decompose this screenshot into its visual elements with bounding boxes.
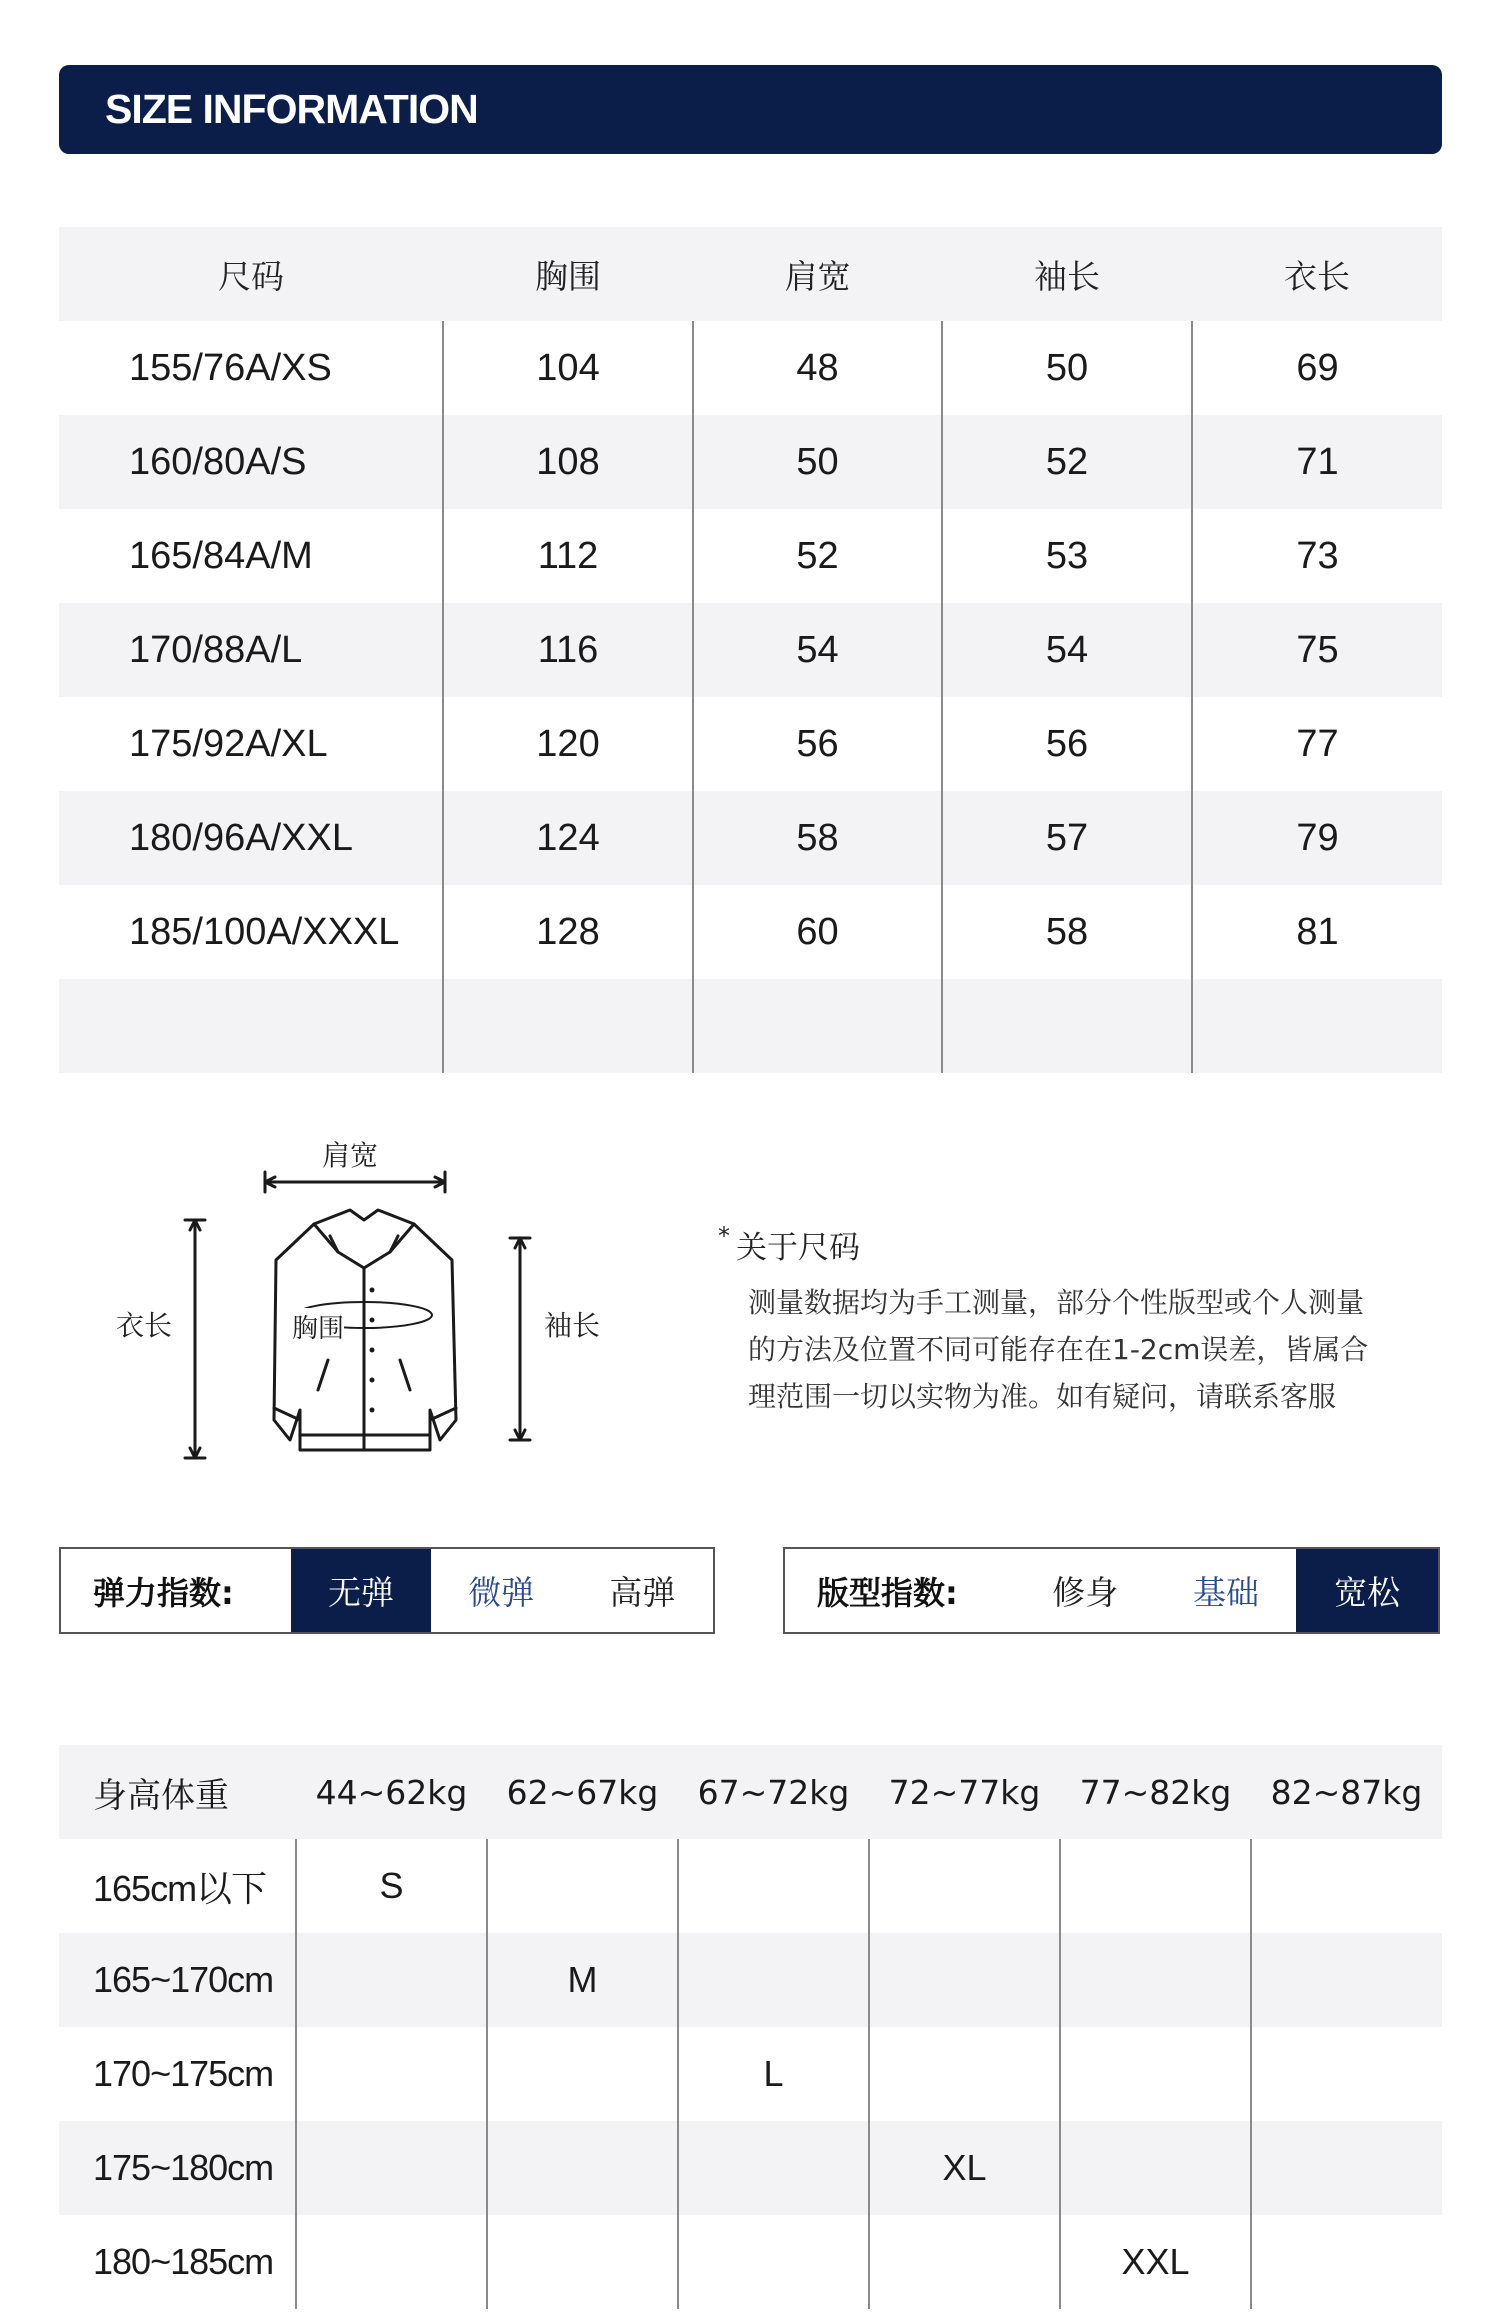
- table-row: [59, 415, 1442, 509]
- length-cell: 79: [1192, 791, 1442, 885]
- length-cell: 71: [1192, 415, 1442, 509]
- header-shoulder: 肩宽: [693, 227, 942, 321]
- elasticity-label: 弹力指数:: [93, 1573, 234, 1612]
- size-mark-cell: [296, 2121, 487, 2215]
- sleeve-cell: 50: [942, 321, 1192, 415]
- size-mark-cell: L: [678, 2027, 869, 2121]
- header-weight: 82~87kg: [1251, 1745, 1442, 1839]
- size-cell: 155/76A/XS: [129, 346, 332, 389]
- size-info-banner: [59, 65, 1442, 154]
- height-cell: 180~185cm: [93, 2241, 274, 2282]
- table-row: [59, 2121, 1442, 2215]
- header-weight: 67~72kg: [678, 1745, 869, 1839]
- shoulder-cell: 50: [693, 415, 942, 509]
- length-cell: 75: [1192, 603, 1442, 697]
- table-row: [59, 321, 1442, 415]
- diagram-label-sleeve: 袖长: [544, 1309, 601, 1342]
- size-mark-cell: [487, 2027, 678, 2121]
- height-weight-table: [59, 1745, 1442, 2309]
- chest-cell: 108: [443, 415, 693, 509]
- size-mark-cell: [1060, 1933, 1251, 2027]
- shoulder-cell: 48: [693, 321, 942, 415]
- table-row: [59, 697, 1442, 791]
- height-cell: 170~175cm: [93, 2053, 274, 2094]
- size-mark-cell: S: [296, 1839, 487, 1933]
- size-cell: 165/84A/M: [129, 534, 313, 577]
- sleeve-cell: 58: [942, 885, 1192, 979]
- size-mark-cell: [1251, 2027, 1442, 2121]
- jacket-icon: [100, 1140, 620, 1480]
- size-mark-cell: [678, 2121, 869, 2215]
- note-star: *: [718, 1222, 730, 1250]
- shoulder-cell: 54: [693, 603, 942, 697]
- diagram-label-shoulder: 肩宽: [322, 1139, 379, 1172]
- table-row: [59, 2027, 1442, 2121]
- header-sleeve: 袖长: [942, 227, 1192, 321]
- sleeve-cell: [942, 979, 1192, 1073]
- size-mark-cell: [678, 2215, 869, 2309]
- size-mark-cell: [678, 1839, 869, 1933]
- chest-cell: 116: [443, 603, 693, 697]
- size-mark-cell: [678, 1933, 869, 2027]
- length-cell: [1192, 979, 1442, 1073]
- size-mark-cell: [296, 2215, 487, 2309]
- header-length: 衣长: [1192, 227, 1442, 321]
- size-cell: [59, 979, 443, 1073]
- chest-cell: 104: [443, 321, 693, 415]
- fit-option-loose: 宽松: [1296, 1549, 1438, 1632]
- table-row-empty: [59, 979, 1442, 1073]
- diagram-label-chest: 胸围: [292, 1308, 344, 1345]
- chest-cell: 128: [443, 885, 693, 979]
- shoulder-cell: 52: [693, 509, 942, 603]
- size-mark-cell: [869, 2215, 1060, 2309]
- size-mark-cell: [1060, 2027, 1251, 2121]
- note-line: 测量数据均为手工测量，部分个性版型或个人测量: [748, 1286, 1365, 1319]
- length-cell: 69: [1192, 321, 1442, 415]
- header-weight: 44~62kg: [296, 1745, 487, 1839]
- table-row: [59, 791, 1442, 885]
- fit-table-header-row: [59, 1745, 1442, 1839]
- size-mark-cell: [869, 1933, 1060, 2027]
- chest-cell: 112: [443, 509, 693, 603]
- elasticity-option-slight: 微弹: [468, 1573, 535, 1612]
- banner-title: SIZE INFORMATION: [105, 86, 478, 132]
- note-line: 的方法及位置不同可能存在在1-2cm误差，皆属合: [748, 1333, 1369, 1366]
- size-mark-cell: XXL: [1060, 2215, 1251, 2309]
- sleeve-cell: 54: [942, 603, 1192, 697]
- fit-label: 版型指数:: [817, 1573, 958, 1612]
- note-title: [718, 1222, 1438, 1267]
- elasticity-option-high: 高弹: [609, 1573, 676, 1612]
- size-mark-cell: [296, 1933, 487, 2027]
- note-line: 理范围一切以实物为准。如有疑问，请联系客服: [748, 1380, 1337, 1413]
- size-mark-cell: [1251, 1933, 1442, 2027]
- fit-option-slim: 修身: [1052, 1573, 1119, 1612]
- size-cell: 185/100A/XXXL: [129, 910, 400, 953]
- size-mark-cell: [1251, 1839, 1442, 1933]
- size-mark-cell: [1251, 2121, 1442, 2215]
- size-mark-cell: [487, 2121, 678, 2215]
- size-mark-cell: [487, 2215, 678, 2309]
- size-table-header-row: [59, 227, 1442, 321]
- shoulder-cell: [693, 979, 942, 1073]
- header-size: 尺码: [59, 227, 443, 321]
- size-cell: 175/92A/XL: [129, 722, 328, 765]
- chest-cell: 124: [443, 791, 693, 885]
- size-mark-cell: [1251, 2215, 1442, 2309]
- fit-option-regular: 基础: [1192, 1573, 1259, 1612]
- table-row: [59, 885, 1442, 979]
- header-weight: 62~67kg: [487, 1745, 678, 1839]
- sleeve-cell: 53: [942, 509, 1192, 603]
- diagram-label-length: 衣长: [116, 1309, 173, 1342]
- height-cell: 165cm以下: [93, 1867, 267, 1909]
- size-mark-cell: [1060, 2121, 1251, 2215]
- sleeve-cell: 56: [942, 697, 1192, 791]
- header-weight: 77~82kg: [1060, 1745, 1251, 1839]
- note-title-text: 关于尺码: [736, 1230, 860, 1266]
- shoulder-cell: 60: [693, 885, 942, 979]
- size-cell: 170/88A/L: [59, 603, 443, 697]
- chest-cell: [443, 979, 693, 1073]
- note-body: [718, 1279, 1438, 1420]
- size-mark-cell: [869, 2027, 1060, 2121]
- size-cell: 160/80A/S: [59, 415, 443, 509]
- chest-cell: 120: [443, 697, 693, 791]
- table-row: [59, 1933, 1442, 2027]
- table-row: [59, 509, 1442, 603]
- length-cell: 77: [1192, 697, 1442, 791]
- size-measurement-table: [59, 227, 1442, 1073]
- size-note: [718, 1222, 1438, 1420]
- header-height-weight: 身高体重: [59, 1745, 296, 1839]
- sleeve-cell: 57: [942, 791, 1192, 885]
- header-chest: 胸围: [443, 227, 693, 321]
- height-cell: 175~180cm: [59, 2121, 296, 2215]
- size-mark-cell: M: [487, 1933, 678, 2027]
- length-cell: 73: [1192, 509, 1442, 603]
- elasticity-index: [59, 1547, 715, 1634]
- header-weight: 72~77kg: [869, 1745, 1060, 1839]
- measurement-diagram: [100, 1140, 620, 1480]
- table-row: [59, 2215, 1442, 2309]
- size-mark-cell: [487, 1839, 678, 1933]
- shoulder-cell: 56: [693, 697, 942, 791]
- fit-index: [783, 1547, 1440, 1634]
- table-row: [59, 1839, 1442, 1933]
- table-row: [59, 603, 1442, 697]
- size-mark-cell: [869, 1839, 1060, 1933]
- elasticity-option-none: 无弹: [291, 1549, 430, 1632]
- height-cell: 165~170cm: [59, 1933, 296, 2027]
- size-mark-cell: [296, 2027, 487, 2121]
- size-cell: 180/96A/XXL: [59, 791, 443, 885]
- size-mark-cell: XL: [869, 2121, 1060, 2215]
- shoulder-cell: 58: [693, 791, 942, 885]
- length-cell: 81: [1192, 885, 1442, 979]
- size-mark-cell: [1060, 1839, 1251, 1933]
- sleeve-cell: 52: [942, 415, 1192, 509]
